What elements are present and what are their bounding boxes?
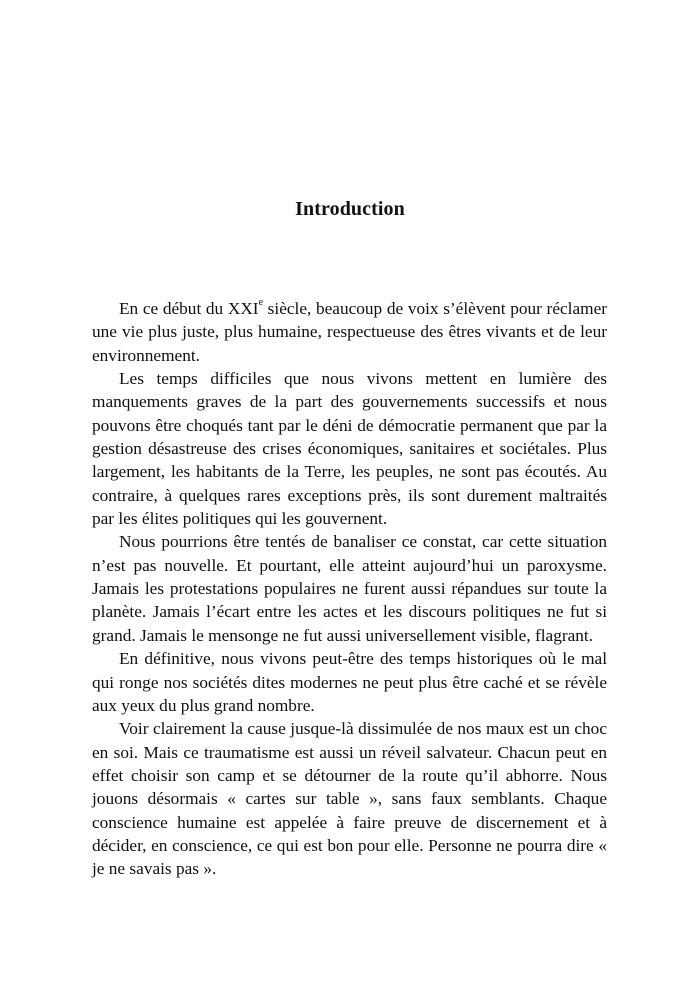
- paragraph-1-start: En ce début du XXI: [119, 299, 259, 318]
- paragraph-1: [92, 297, 607, 367]
- paragraph-1-end: siècle, beaucoup de voix s’élèvent pour réclamer une vie plus juste, plus humaine, respectueuse des êtres vivants et de leur environnement.: [92, 299, 607, 365]
- paragraph-4: En définitive, nous vivons peut-être des temps historiques où le mal qui ronge nos sociétés dites modernes ne peut plus être caché et se révèle aux yeux du plus grand nombre.: [92, 649, 607, 715]
- paragraph-2: Les temps difficiles que nous vivons mettent en lumière des manquements graves de la part des gouvernements successifs et nous pouvons être choqués tant par le déni de démocratie permanent que par la gestion désastreuse des crises économiques, sanitaires et sociétales. Plus largement, les habitants de la Terre, les peuples, ne sont pas écoutés. Au contraire, à quelques rares exceptions près, ils sont durement maltraités par les élites politiques qui les gouvernent.: [92, 369, 607, 529]
- superscript-e: e: [258, 297, 264, 308]
- paragraph-5: Voir clairement la cause jusque-là dissimulée de nos maux est un choc en soi. Mais ce traumatisme est aussi un réveil salvateur. Chacun peut en effet choisir son camp et se détourner de la route qu’il abhorre. Nous jouons désormais « cartes sur table », sans faux semblants. Chaque conscience humaine est appelée à faire preuve de discernement et à décider, en conscience, ce qui est bon pour elle. Personne ne pourra dire « je ne savais pas ».: [92, 719, 607, 879]
- paragraph-3: Nous pourrions être tentés de banaliser ce constat, car cette situation n’est pas nouvelle. Et pourtant, elle atteint aujourd’hui un paroxysme. Jamais les protestations populaires ne furent aussi répandues sur toute la planète. Jamais l’écart entre les actes et les discours politiques ne fut si grand. Jamais le mensonge ne fut aussi universellement visible, flagrant.: [92, 532, 607, 645]
- body-text: [92, 297, 607, 881]
- page-title: Introduction: [295, 198, 405, 220]
